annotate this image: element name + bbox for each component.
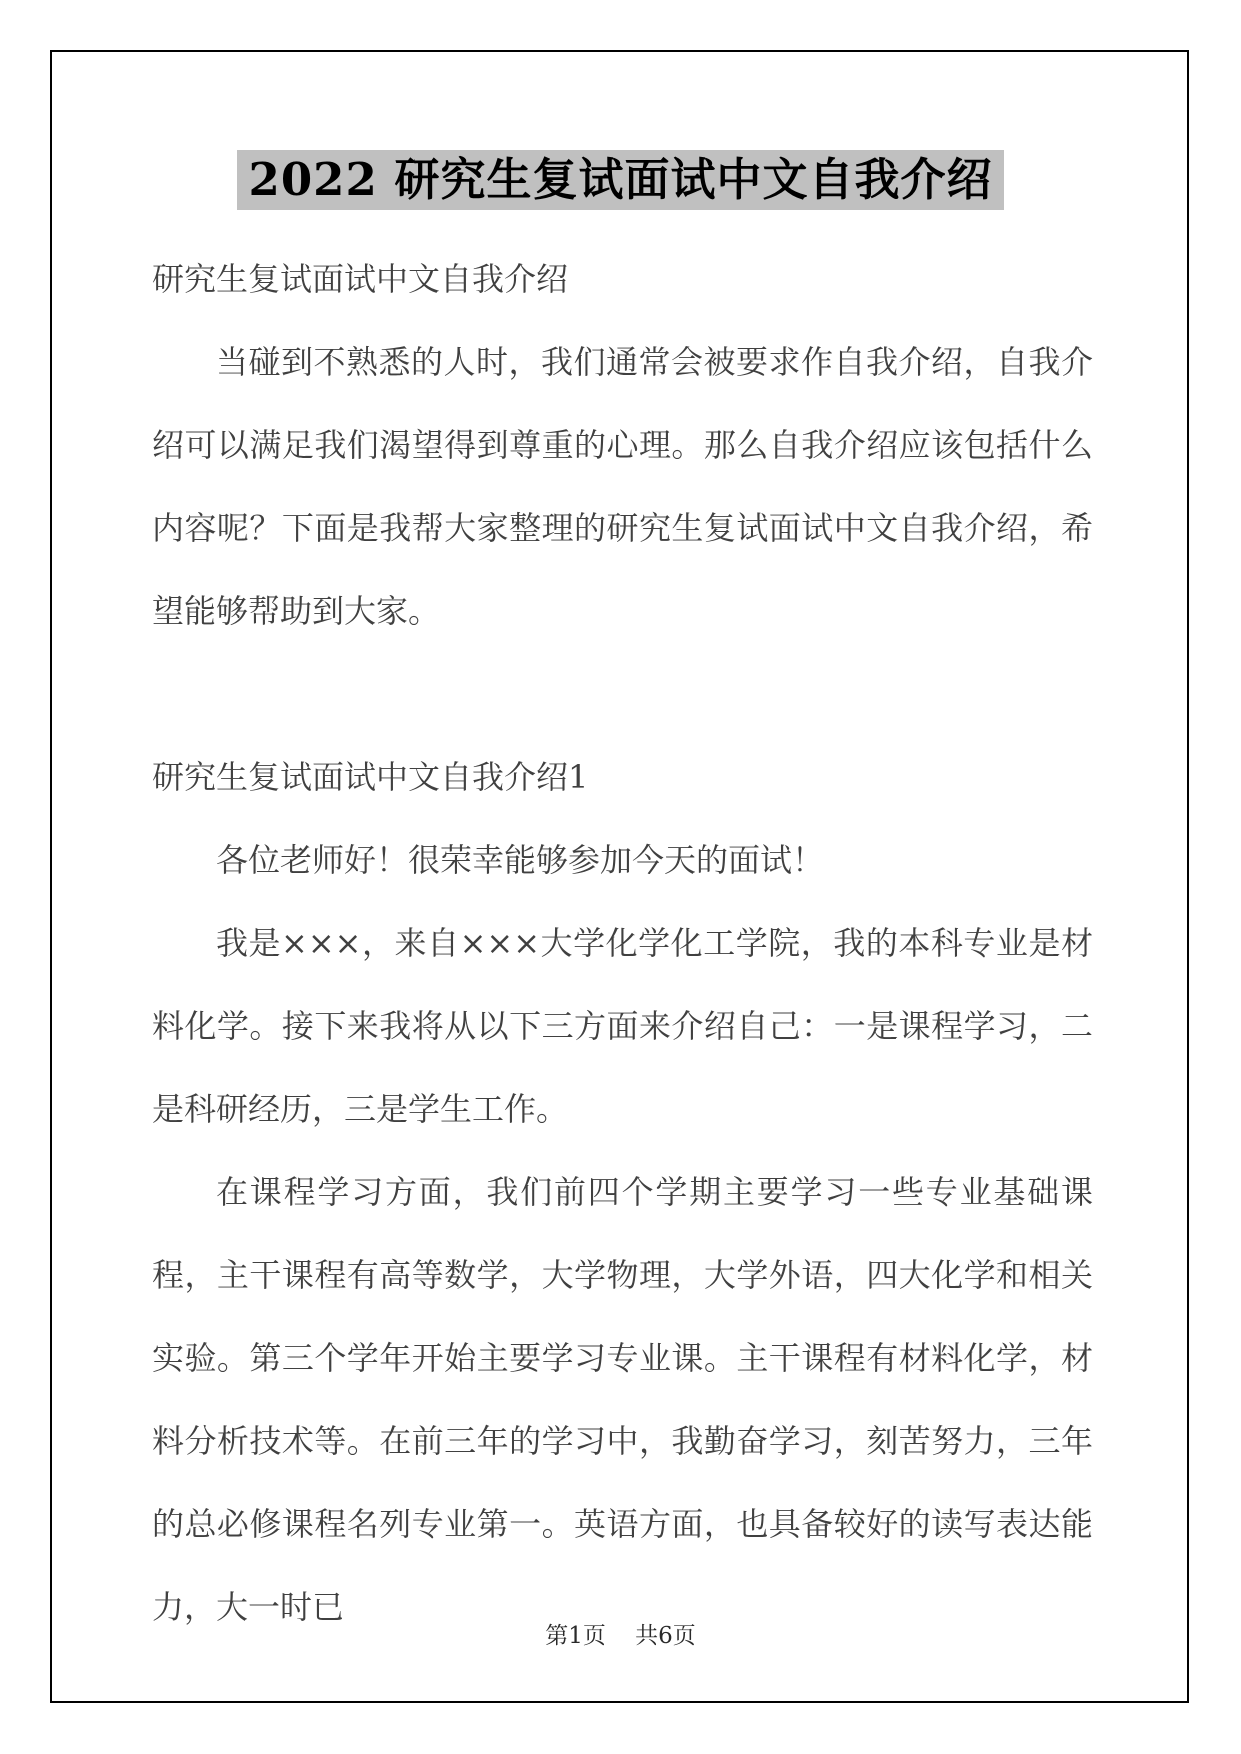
body-lead-heading: 研究生复试面试中文自我介绍 [152, 260, 569, 298]
body-blank-line [152, 653, 1093, 736]
footer-total-pages: 共6页 [635, 1623, 696, 1649]
footer-current-page: 第1页 [545, 1623, 606, 1649]
body-paragraph-intro: 当碰到不熟悉的人时，我们通常会被要求作自我介绍，自我介绍可以满足我们渴望得到尊重的心理。那么自我介绍应该包括什么内容呢？下面是我帮大家整理的研究生复试面试中文自我介绍，希望能够帮助到大家。 [152, 343, 1093, 630]
document-title: 2022 研究生复试面试中文自我介绍 [237, 150, 1005, 210]
page-footer [0, 1620, 1241, 1652]
document-body [152, 238, 1093, 1649]
body-paragraph-greeting: 各位老师好！很荣幸能够参加今天的面试！ [216, 841, 825, 879]
body-paragraph-coursework: 在课程学习方面，我们前四个学期主要学习一些专业基础课程，主干课程有高等数学，大学物理，大学外语，四大化学和相关实验。第三个学年开始主要学习专业课。主干课程有材料化学，材料分析技术等。在前三年的学习中，我勤奋学习，刻苦努力，三年的总必修课程名列专业第一。英语方面，也具备较好的读写表达能力，大一时已 [152, 1173, 1093, 1626]
body-paragraph-self-intro: 我是×××，来自×××大学化学化工学院，我的本科专业是材料化学。接下来我将从以下三方面来介绍自己：一是课程学习，二是科研经历，三是学生工作。 [152, 924, 1093, 1128]
document-title-row [0, 150, 1241, 210]
section-heading-1: 研究生复试面试中文自我介绍1 [152, 758, 589, 796]
